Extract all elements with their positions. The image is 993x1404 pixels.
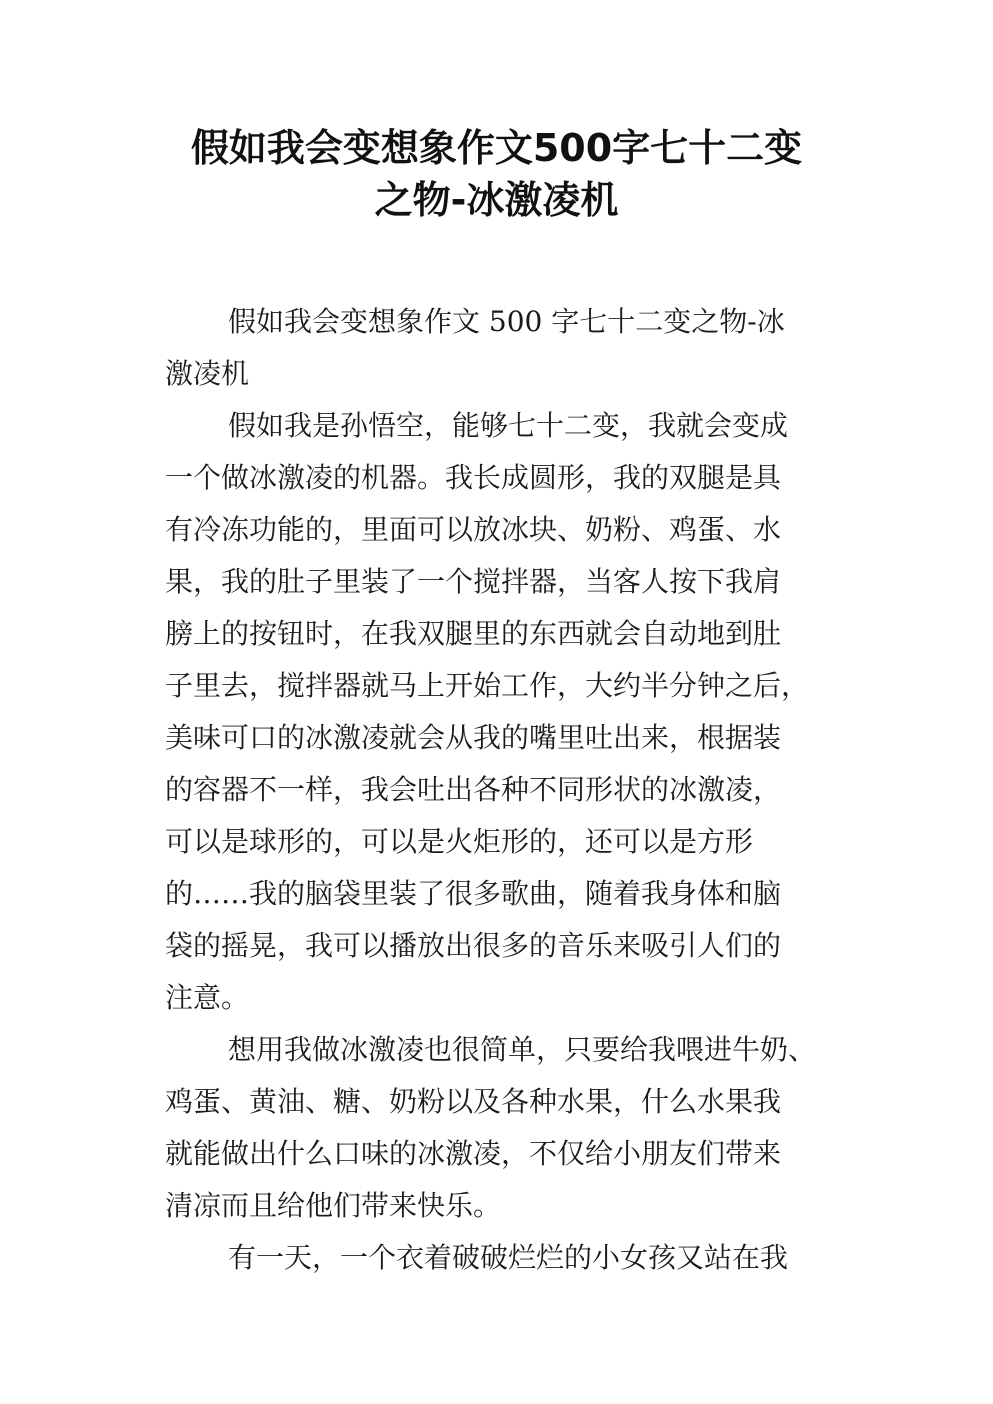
paragraph-line: 假如我会变想象作文 500 字七十二变之物-冰 [228,305,785,338]
paragraph [165,400,845,1024]
paragraph-line: 激凌机 [165,357,250,390]
document-body [165,296,845,1284]
paragraph [165,296,845,400]
paragraph-line: 有一天，一个衣着破破烂烂的小女孩又站在我 [228,1241,789,1274]
paragraph-line: 一个做冰激凌的机器。我长成圆形，我的双腿是具 [165,461,782,494]
paragraph-line: 可以是球形的，可以是火炬形的，还可以是方形 [165,825,754,858]
paragraph-line: 鸡蛋、黄油、糖、奶粉以及各种水果，什么水果我 [165,1085,782,1118]
paragraph-line: 假如我是孙悟空，能够七十二变，我就会变成 [228,409,789,442]
paragraph [165,1232,845,1284]
title-line: 假如我会变想象作文500字七十二变 [190,126,803,170]
document-title [0,122,993,226]
paragraph-line: 注意。 [165,981,250,1014]
paragraph-line: 的……我的脑袋里装了很多歌曲，随着我身体和脑 [165,877,782,910]
paragraph-line: 子里去，搅拌器就马上开始工作，大约半分钟之后， [165,669,810,702]
paragraph-line: 的容器不一样，我会吐出各种不同形状的冰激凌， [165,773,782,806]
paragraph [165,1024,845,1232]
paragraph-line: 果，我的肚子里装了一个搅拌器，当客人按下我肩 [165,565,782,598]
paragraph-line: 有冷冻功能的，里面可以放冰块、奶粉、鸡蛋、水 [165,513,782,546]
paragraph-line: 袋的摇晃，我可以播放出很多的音乐来吸引人们的 [165,929,782,962]
paragraph-line: 美味可口的冰激凌就会从我的嘴里吐出来，根据装 [165,721,782,754]
paragraph-line: 清凉而且给他们带来快乐。 [165,1189,502,1222]
paragraph-line: 想用我做冰激凌也很简单，只要给我喂进牛奶、 [228,1033,817,1066]
paragraph-line: 就能做出什么口味的冰激凌，不仅给小朋友们带来 [165,1137,782,1170]
paragraph-line: 膀上的按钮时，在我双腿里的东西就会自动地到肚 [165,617,782,650]
title-line: 之物-冰激凌机 [374,178,619,222]
